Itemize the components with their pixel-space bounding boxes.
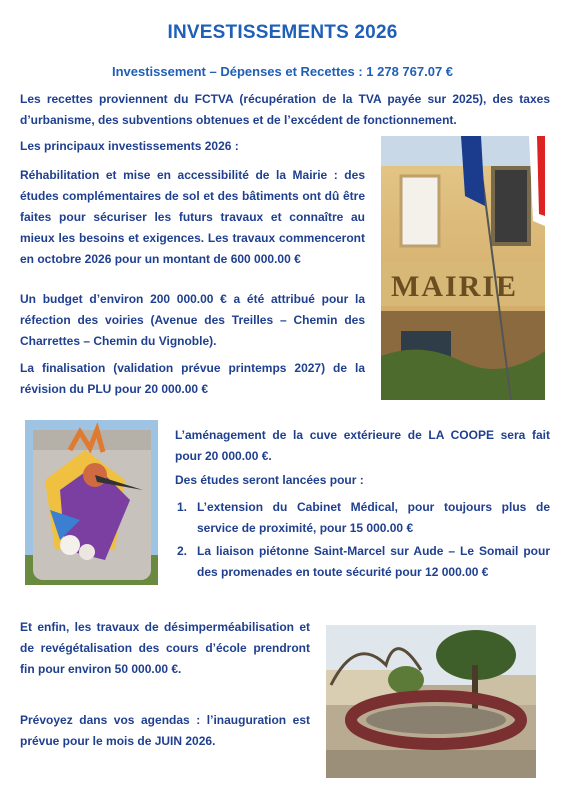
coope-paragraph: L’aménagement de la cuve extérieure de LA COOPE sera fait pour 20 000.00 €. (175, 428, 550, 463)
page-subtitle: Investissement – Dépenses et Recettes : 1 278 767.07 € (111, 64, 454, 79)
list-number: 2. (177, 544, 188, 558)
voiries-paragraph: Un budget d’environ 200 000.00 € a été attribué pour la réfection des voiries (Avenue des Treilles – Chemin des Charrettes – Chemin du Vignoble). (20, 292, 365, 348)
plu-paragraph: La finalisation (validation prévue printemps 2027) de la révision du PLU pour 20 000.00 € (20, 361, 365, 396)
list-item (175, 541, 550, 583)
mairie-paragraph: Réhabilitation et mise en accessibilité de la Mairie : des études complémentaires de sol et des bâtiments ont dû être faites pour sécuriser les futurs travaux et connaître au mieux les besoins et exigences. Les travaux commenceront en octobre 2026 pour un montant de 600 000.00 € (20, 168, 365, 266)
etudes-list (175, 497, 550, 585)
list-number: 1. (177, 500, 188, 514)
school-yard-photo (326, 625, 536, 778)
lead-paragraph: Les principaux investissements 2026 : (20, 139, 239, 153)
ecoles-paragraph: Et enfin, les travaux de désimperméabilisation et de revégétalisation des cours d’école prendront fin pour environ 50 000.00 €. (20, 620, 310, 676)
coope-mural-photo (25, 420, 158, 585)
list-item (175, 497, 550, 539)
mairie-photo (381, 136, 545, 400)
intro-paragraph: Les recettes proviennent du FCTVA (récupération de la TVA payée sur 2025), des taxes d’urbanisme, des subventions obtenues et de l’excédent de fonctionnement. (20, 92, 550, 127)
etudes-paragraph: Des études seront lancées pour : (175, 473, 364, 487)
list-text: La liaison piétonne Saint-Marcel sur Aude – Le Somail pour des promenades en toute sécurité pour 12 000.00 € (197, 544, 550, 579)
page-title: INVESTISSEMENTS 2026 (167, 22, 398, 43)
mairie-sign-text: MAIRIE (391, 270, 519, 303)
list-text: L’extension du Cabinet Médical, pour toujours plus de service de proximité, pour 15 000.00 € (197, 500, 550, 535)
agenda-paragraph: Prévoyez dans vos agendas : l’inauguration est prévue pour le mois de JUIN 2026. (20, 713, 310, 748)
